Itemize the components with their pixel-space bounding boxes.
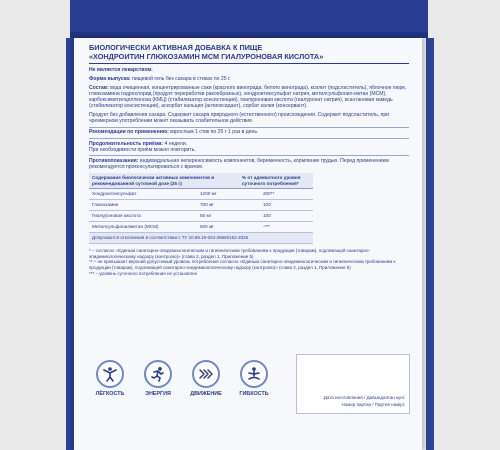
label-content: [89, 43, 409, 277]
usage-text: взрослым 1 стик по 25 г 1 раз в день.: [170, 129, 259, 136]
title-line-2: «ХОНДРОИТИН ГЛЮКОЗАМИН МСМ ГИАЛУРОНОВАЯ КИСЛОТА»: [89, 52, 324, 61]
table-cell-name: Метилсульфонилметан (МСМ): [89, 221, 197, 232]
contra-label: Противопоказания:: [89, 158, 139, 165]
duration-text: 4 недели.: [164, 140, 188, 147]
table-cell-amount: 500 мг: [197, 221, 239, 232]
table-header-percent: % от адекватного уровня суточного потребления*: [239, 173, 313, 188]
title-line-1: БИОЛОГИЧЕСКИ АКТИВНАЯ ДОБАВКА К ПИЩЕ: [89, 43, 263, 52]
not-medicine-note: Не является лекарством.: [89, 67, 153, 74]
table-cell-name: Хондроитинсульфат: [89, 189, 197, 200]
contraindications: [89, 158, 409, 170]
benefit-label: ЛЁГКОСТЬ: [95, 391, 125, 397]
usage: [89, 129, 409, 135]
section-divider: [89, 155, 409, 156]
box-right-side: [426, 38, 434, 450]
release-form-label: Форма выпуска:: [89, 75, 131, 82]
composition-label: Состав:: [89, 84, 109, 91]
table-cell-amount: 1200 мг: [197, 189, 239, 200]
benefit-label: ЭНЕРГИЯ: [145, 391, 171, 397]
section-divider: [89, 138, 409, 139]
footnote: ** – не превышает верхний допустимый уровень потребления согласно «Единым санитарно-эпидемиологическим и гигиеническим требованиям к продукции (товарам), подлежащей санитарно-эпидемиологическому надзору (контролю)» (глава 2, раздел 1, Приложение 5): [89, 259, 396, 270]
usage-label: Рекомендации по применению:: [89, 129, 169, 136]
benefit-icons: [88, 360, 288, 400]
table-row: [89, 221, 313, 232]
table-row: [89, 200, 313, 211]
table-row: [89, 189, 313, 200]
benefit-energy: [136, 360, 180, 397]
title-divider: [89, 63, 409, 64]
arrows-right-icon: [192, 360, 220, 388]
table-row: [89, 211, 313, 222]
section-divider: [89, 127, 409, 128]
footnote: *** – уровень суточного потребления не установлен: [89, 270, 198, 276]
composition: [89, 85, 409, 110]
footnote: * – согласно «Единым санитарно-эпидемиологическим и гигиеническим требованиям к продукции (товарам), подлежащей санитарно-эпидемиологическому надзору (контролю)» (глава 2, раздел 1, Приложение 5): [89, 248, 370, 259]
box-left-side: [66, 38, 74, 450]
benefit-lightness: [88, 360, 132, 397]
running-person-icon: [144, 360, 172, 388]
sugar-note: Продукт без добавления сахара. Содержит сахара природного (естественного) происхождения. Содержит подсластитель, при чрезмерном употреблении может оказывать слабительное действие.: [89, 111, 390, 124]
benefit-label: ГИБКОСТЬ: [239, 391, 269, 397]
table-cell-percent: 100: [239, 211, 313, 222]
contra-text: индивидуальная непереносимость компонентов, беременность, кормление грудью. Перед применением рекомендуется проконсультироваться с врачом.: [89, 158, 389, 171]
table-cell-name: Глюкозамин: [89, 200, 197, 211]
benefit-label: ДВИЖЕНИЕ: [190, 391, 222, 397]
duration-repeat: При необходимости приём можно повторить.: [89, 146, 196, 153]
table-cell-amount: 700 мг: [197, 200, 239, 211]
duration-label: Продолжительность приёма:: [89, 140, 164, 147]
release-form-text: пищевой гель без сахара в стиках по 25 г.: [132, 75, 231, 82]
table-cell-amount: 50 мг: [197, 211, 239, 222]
table-cell-percent: -***: [239, 221, 313, 232]
person-arms-up-icon: [96, 360, 124, 388]
release-form: [89, 76, 409, 82]
table-cell-percent: 200**: [239, 189, 313, 200]
table-header-components: Содержание биологически активных компонентов в рекомендованной суточной дозе (25 г): [89, 173, 239, 188]
nutrition-table: [89, 173, 313, 244]
box-top-flap: [70, 0, 428, 38]
table-cell-name: Гиалуроновая кислота: [89, 211, 197, 222]
package-back-panel: [74, 38, 422, 450]
table-note: Допускаются отклонения в соответствии с ТУ 10.89.19-024-28660152-2025: [89, 232, 313, 244]
yoga-person-icon: [240, 360, 268, 388]
table-note-row: [89, 232, 313, 244]
manufacture-date-label: Дата изготовления / Дайындалған күні:: [323, 395, 405, 400]
product-title: [89, 43, 409, 61]
footnotes: [89, 248, 409, 276]
table-cell-percent: 100: [239, 200, 313, 211]
benefit-flexibility: [232, 360, 276, 397]
batch-number-label: Номер партии / Партия нөмірі:: [341, 402, 405, 407]
table-header-row: [89, 173, 313, 188]
benefit-movement: [184, 360, 228, 397]
composition-text: вода очищенная, концентрированные соки (красного винограда, белого винограда), ксилит (подсластитель), яблочное пюре, глюкозамина гидрохлорид (продукт переработки ракообразных), хондроитинсульфат натрия, метилсульфонил-метан (МСМ), карбоксиметилцеллюлоза (КМЦ) (стабилизатор консистенции), гиалуроновая кислота (гиалуронат натрия), ксантановая камедь (стабилизатор консистенции), аскорбат кальция (антиоксидант), сорбат калия (консервант).: [89, 84, 407, 110]
batch-info-box: [296, 354, 410, 414]
